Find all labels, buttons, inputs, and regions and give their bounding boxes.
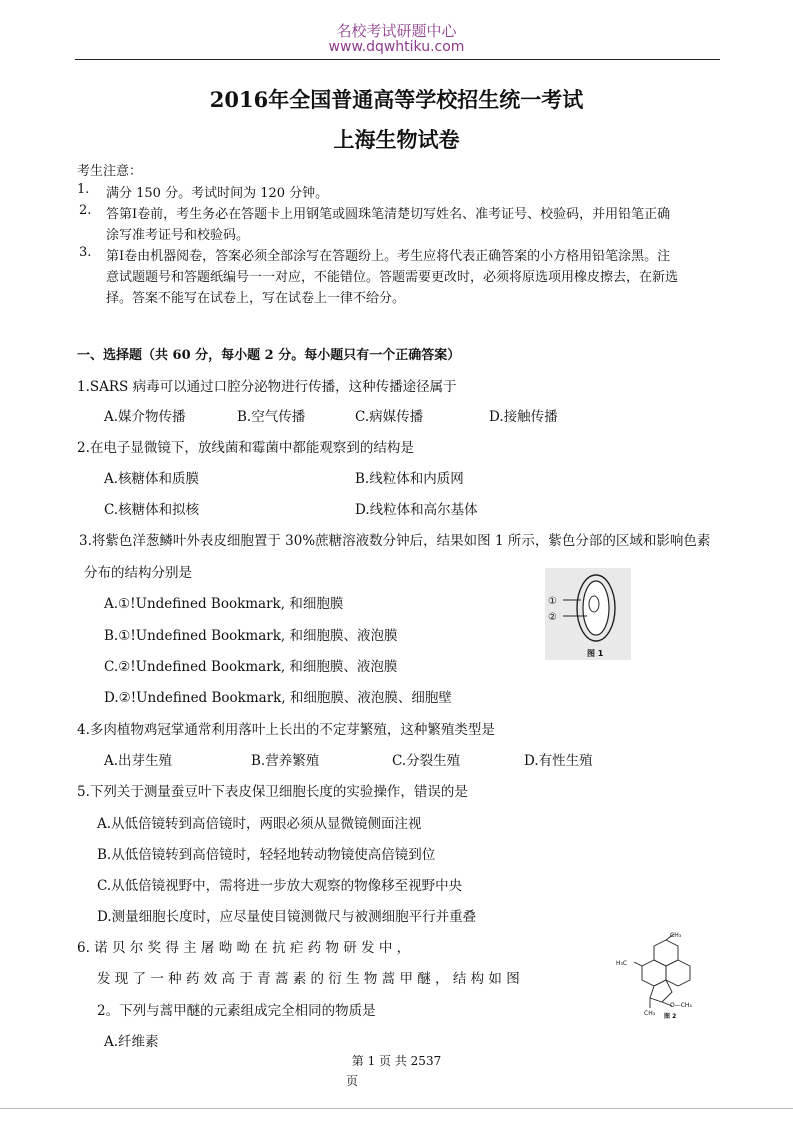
figure-1-cell (545, 568, 631, 660)
notice-num-3: 3. (79, 245, 92, 260)
q5-stem: 5.下列关于测量蚕豆叶下表皮保卫细胞长度的实验操作，错误的是 (77, 784, 468, 800)
q1-option-d: D.接触传播 (489, 409, 558, 425)
site-name: 名校考试研题中心 (336, 22, 457, 40)
notice-num-2: 2. (79, 203, 92, 218)
q1-option-b: B.空气传播 (237, 409, 306, 425)
header-rule (75, 59, 720, 60)
q2-option-c: C.核糖体和拟核 (104, 502, 200, 518)
q6-stem-line1: 6. 诺 贝 尔 奖 得 主 屠 呦 呦 在 抗 疟 药 物 研 发 中 ， (77, 940, 411, 956)
notice-text-2b: 涂写准考证号和校验码。 (106, 228, 250, 243)
q1-option-c: C.病媒传播 (355, 409, 424, 425)
q5-option-b: B.从低倍镜转到高倍镜时，轻轻地转动物镜使高倍镜到位 (97, 847, 436, 863)
fig1-label-2: ② (548, 612, 557, 623)
q3-option-d: D.②!Undefined Bookmark, 和细胞膜、液泡膜、细胞壁 (104, 690, 452, 706)
fig2-ch3-top: CH₃ (670, 932, 682, 939)
fig2-ch3-left: H₃C (616, 960, 628, 967)
notice-text-3b: 意试题题号和答题纸编号一一对应，不能错位。答题需要更改时，必须将原选项用橡皮擦去，在新选 (106, 270, 679, 285)
q2-option-b: B.线粒体和内质网 (355, 471, 464, 487)
q6-option-a: A.纤维素 (104, 1034, 159, 1050)
fig2-ch3-bottom: CH₃ (644, 1010, 656, 1017)
q1-stem: 1.SARS 病毒可以通过口腔分泌物进行传播，这种传播途径属于 (77, 379, 457, 395)
q2-option-d: D.线粒体和高尔基体 (355, 502, 478, 518)
q4-option-a: A.出芽生殖 (104, 753, 173, 769)
q3-option-b: B.①!Undefined Bookmark, 和细胞膜、液泡膜 (104, 628, 398, 644)
q4-option-b: B.营养繁殖 (251, 753, 320, 769)
exam-subtitle: 上海生物试卷 (333, 127, 460, 152)
q5-option-d: D.测量细胞长度时，应尽量使目镜测微尺与被测细胞平行并重叠 (97, 909, 477, 925)
q5-option-c: C.从低倍镜视野中，需将进一步放大观察的物像移至视野中央 (97, 878, 463, 894)
q4-option-c: C.分裂生殖 (392, 753, 461, 769)
fig1-caption: 图 1 (587, 649, 604, 658)
section-heading: 一、选择题（共 60 分，每小题 2 分。每小题只有一个正确答案） (77, 348, 461, 363)
notice-text-3a: 第Ⅰ卷由机器阅卷，答案必须全部涂写在答题纷上。考生应将代表正确答案的小方格用铅笔涂黑。注 (106, 249, 671, 264)
q3-option-a: A.①!Undefined Bookmark, 和细胞膜 (104, 596, 344, 612)
notice-num-1: 1. (77, 182, 90, 197)
cell-diagram (545, 568, 631, 660)
q3-stem-line2: 分布的结构分别是 (84, 565, 192, 581)
q2-stem: 2.在电子显微镜下，放线菌和霉菌中都能观察到的结构是 (77, 440, 414, 456)
q6-stem-line3: 2。下列与蒿甲醚的元素组成完全相同的物质是 (97, 1003, 376, 1019)
q4-stem: 4.多肉植物鸡冠掌通常利用落叶上长出的不定芽繁殖，这种繁殖类型是 (77, 722, 495, 738)
page-footer-line2: 页 (346, 1074, 359, 1088)
notice-text-2a: 答第Ⅰ卷前，考生务必在答题卡上用钢笔或圆珠笔清楚切写姓名、准考证号、校验码，并用铅笔正确 (106, 207, 671, 222)
q2-option-a: A.核糖体和质膜 (104, 471, 200, 487)
footer-rule (0, 1108, 793, 1109)
q5-option-a: A.从低倍镜转到高倍镜时，两眼必须从显微镜侧面注视 (97, 816, 422, 832)
page-footer-line1: 第 1 页 共 2537 (351, 1054, 442, 1068)
fig1-label-1: ① (548, 596, 557, 607)
notice-heading: 考生注意： (77, 164, 143, 179)
exam-title: 2016年全国普通高等学校招生统一考试 (209, 87, 584, 112)
notice-text-1: 满分 150 分。考试时间为 120 分钟。 (106, 186, 329, 201)
q1-option-a: A.媒介物传播 (104, 409, 186, 425)
molecule-diagram (614, 928, 712, 1020)
q3-option-c: C.②!Undefined Bookmark, 和细胞膜、液泡膜 (104, 659, 398, 675)
fig2-caption: 图 2 (664, 1013, 677, 1020)
q4-option-d: D.有性生殖 (524, 753, 593, 769)
site-url[interactable]: www.dqwhtiku.com (328, 39, 465, 55)
q6-stem-line2: 发 现 了 一 种 药 效 高 于 青 蒿 素 的 衍 生 物 蒿 甲 醚 ， 结 构 如 图 (97, 971, 520, 987)
q3-stem-line1: 3.将紫色洋葱鳞叶外表皮细胞置于 30%蔗糖溶液数分钟后，结果如图 1 所示，紫色分部的区域和影响色素 (79, 533, 711, 549)
figure-2-structure (614, 928, 712, 1020)
notice-text-3c: 择。答案不能写在试卷上，写在试卷上一律不给分。 (106, 291, 406, 306)
fig2-och3: O—CH₃ (670, 1002, 692, 1009)
